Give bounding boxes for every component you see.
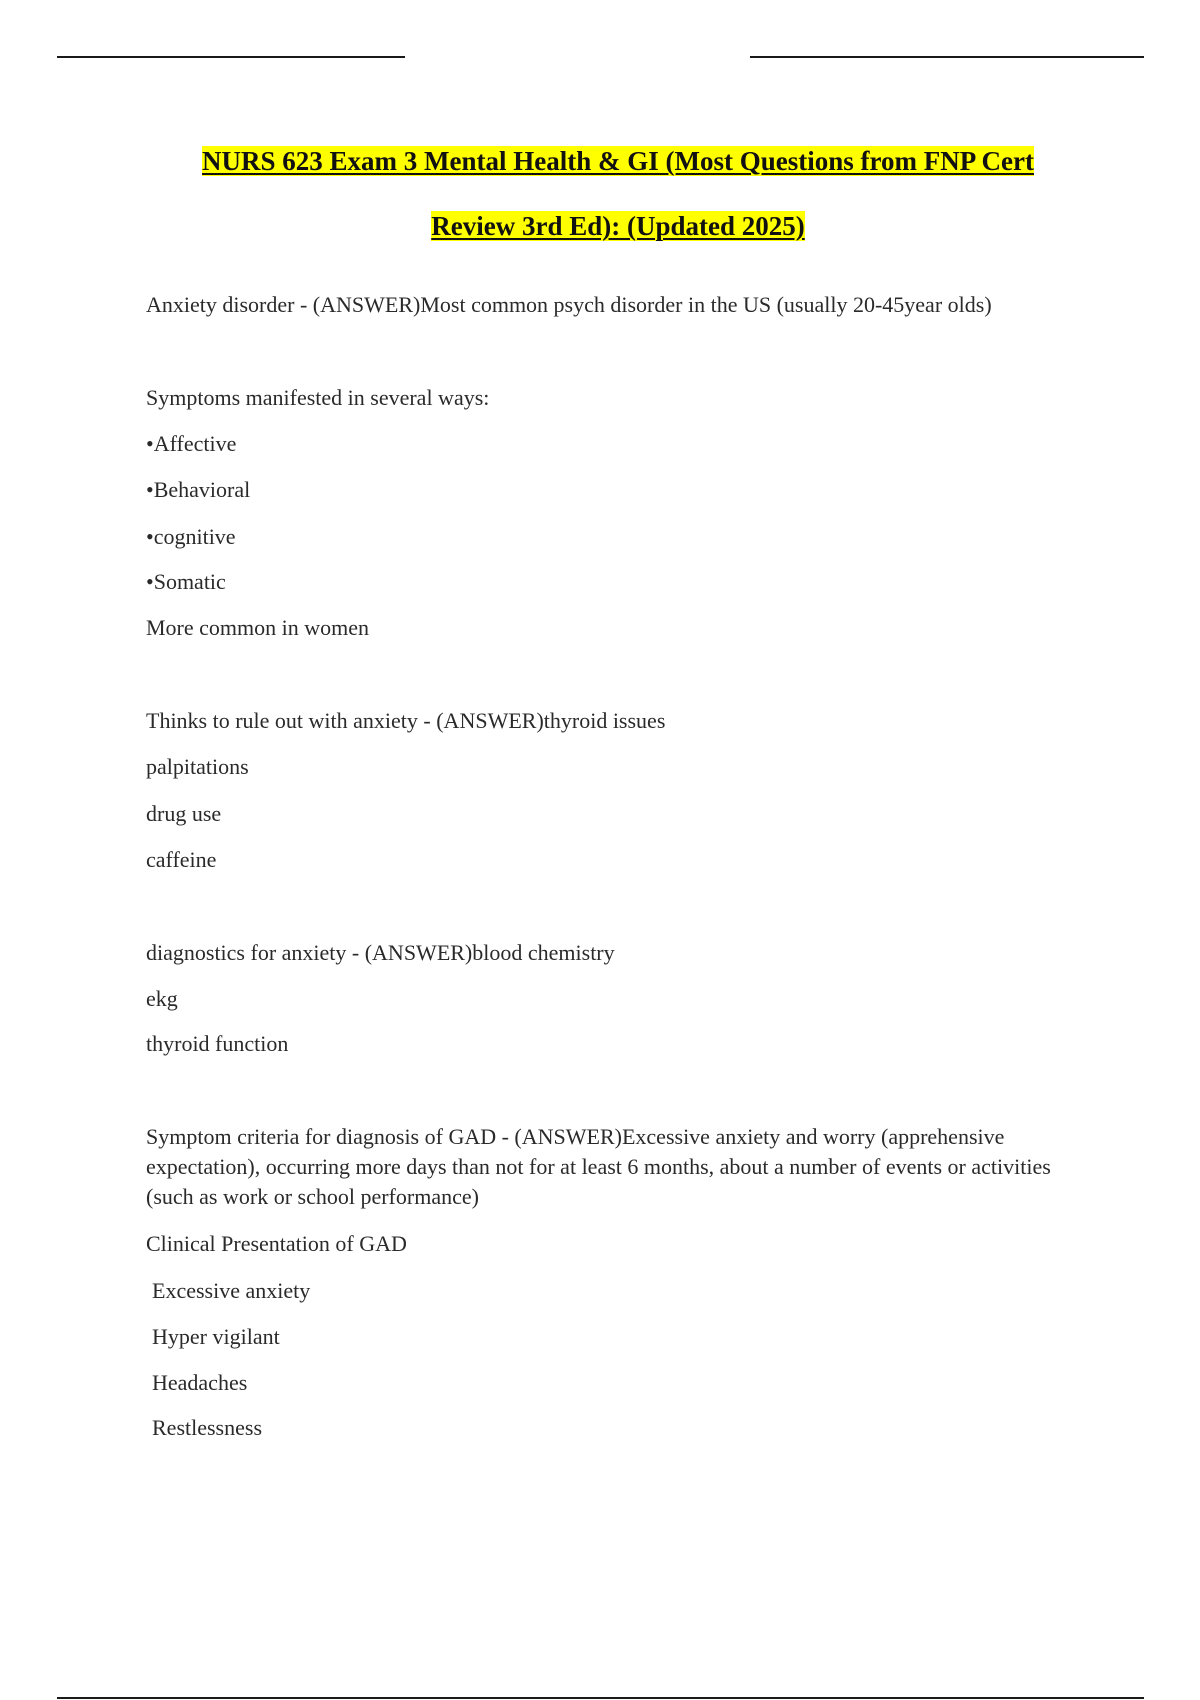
gad-clinical-item: Hyper vigilant [152, 1324, 280, 1349]
title-text-1: NURS 623 Exam 3 Mental Health & GI (Most Questions from FNP Cert [202, 146, 1034, 176]
symptoms-intro: Symptoms manifested in several ways: [146, 385, 490, 410]
header-rule-right [750, 56, 1144, 58]
gad-clinical-item: Restlessness [152, 1415, 262, 1440]
header-rule-left [57, 56, 405, 58]
rule-out-question: Thinks to rule out with anxiety - (ANSWER)thyroid issues [146, 708, 666, 733]
symptom-item: •Affective [146, 431, 237, 456]
gad-clinical-item: Headaches [152, 1370, 248, 1395]
footer-rule [57, 1697, 1144, 1699]
diagnostics-item: ekg [146, 986, 178, 1011]
gad-clinical-item: Excessive anxiety [152, 1278, 311, 1303]
gad-question: Symptom criteria for diagnosis of GAD - (ANSWER)Excessive anxiety and worry (apprehensive expectation), occurring more days than not for at least 6 months, about a number of events or activities (such as work or school performance) [146, 1124, 1051, 1209]
rule-out-item: caffeine [146, 847, 217, 872]
document-title-line-2 [0, 211, 1200, 242]
symptom-item: •cognitive [146, 524, 236, 549]
symptom-item: •Somatic [146, 569, 226, 594]
document-title-line-1 [0, 146, 1200, 177]
anxiety-note: More common in women [146, 615, 370, 640]
diagnostics-item: thyroid function [146, 1031, 289, 1056]
rule-out-item: palpitations [146, 754, 249, 779]
title-text-2: Review 3rd Ed): (Updated 2025) [431, 211, 805, 241]
rule-out-item: drug use [146, 801, 222, 826]
anxiety-question: Anxiety disorder - (ANSWER)Most common psych disorder in the US (usually 20-45year olds) [146, 292, 992, 317]
diagnostics-question: diagnostics for anxiety - (ANSWER)blood chemistry [146, 940, 615, 965]
gad-clinical-heading: Clinical Presentation of GAD [146, 1231, 407, 1256]
symptom-item: •Behavioral [146, 477, 251, 502]
